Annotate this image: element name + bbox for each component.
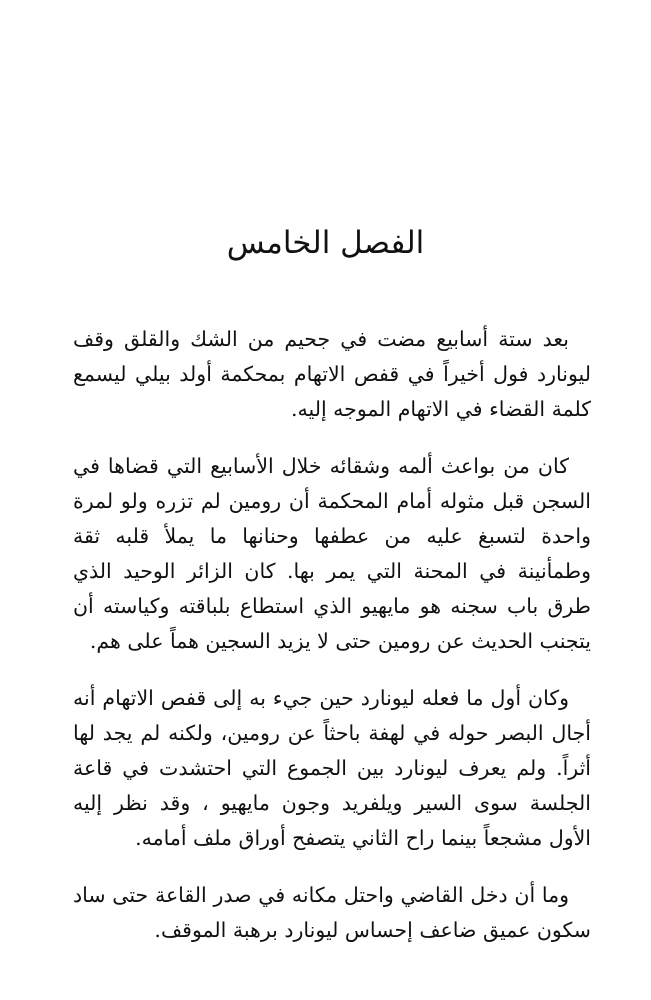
paragraph: وما أن دخل القاضي واحتل مكانه في صدر القاعة حتى ساد سكون عميق ضاعف إحساس ليونارد برهبة الموقف. — [73, 883, 591, 942]
paragraph: كان من بواعث ألمه وشقائه خلال الأسابيع التي قضاها في السجن قبل مثوله أمام المحكمة أن رومين لم تزره ولو لمرة واحدة لتسبغ عليه من عطفها وحنانها ما يملأ قلبه ثقة وطمأنينة في المحنة التي يمر بها. كان الزائر الوحيد الذي طرق باب سجنه هو مايهيو الذي استطاع بلباقته وكياسته أن يتجنب الحديث عن رومين حتى لا يزيد السجين هماً على هم. — [73, 454, 591, 653]
chapter-title: الفصل الخامس — [226, 225, 425, 261]
paragraph: بعد ستة أسابيع مضت في جحيم من الشك والقلق وقف ليونارد فول أخيراً في قفص الاتهام بمحكمة أولد بيلي ليسمع كلمة القضاء في الاتهام الموجه إليه. — [73, 327, 591, 421]
paragraph: وكان أول ما فعله ليونارد حين جيء به إلى قفص الاتهام أنه أجال البصر حوله في لهفة باحثاً عن رومين، ولكنه لم يجد لها أثراً. ولم يعرف ليونارد بين الجموع التي احتشدت في قاعة الجلسة سوى السير ويلفريد وجون مايهيو ، وقد نظر إليه الأول مشجعاً بينما راح الثاني يتصفح أوراق ملف أمامه. — [73, 686, 591, 850]
chapter-body — [73, 322, 591, 970]
